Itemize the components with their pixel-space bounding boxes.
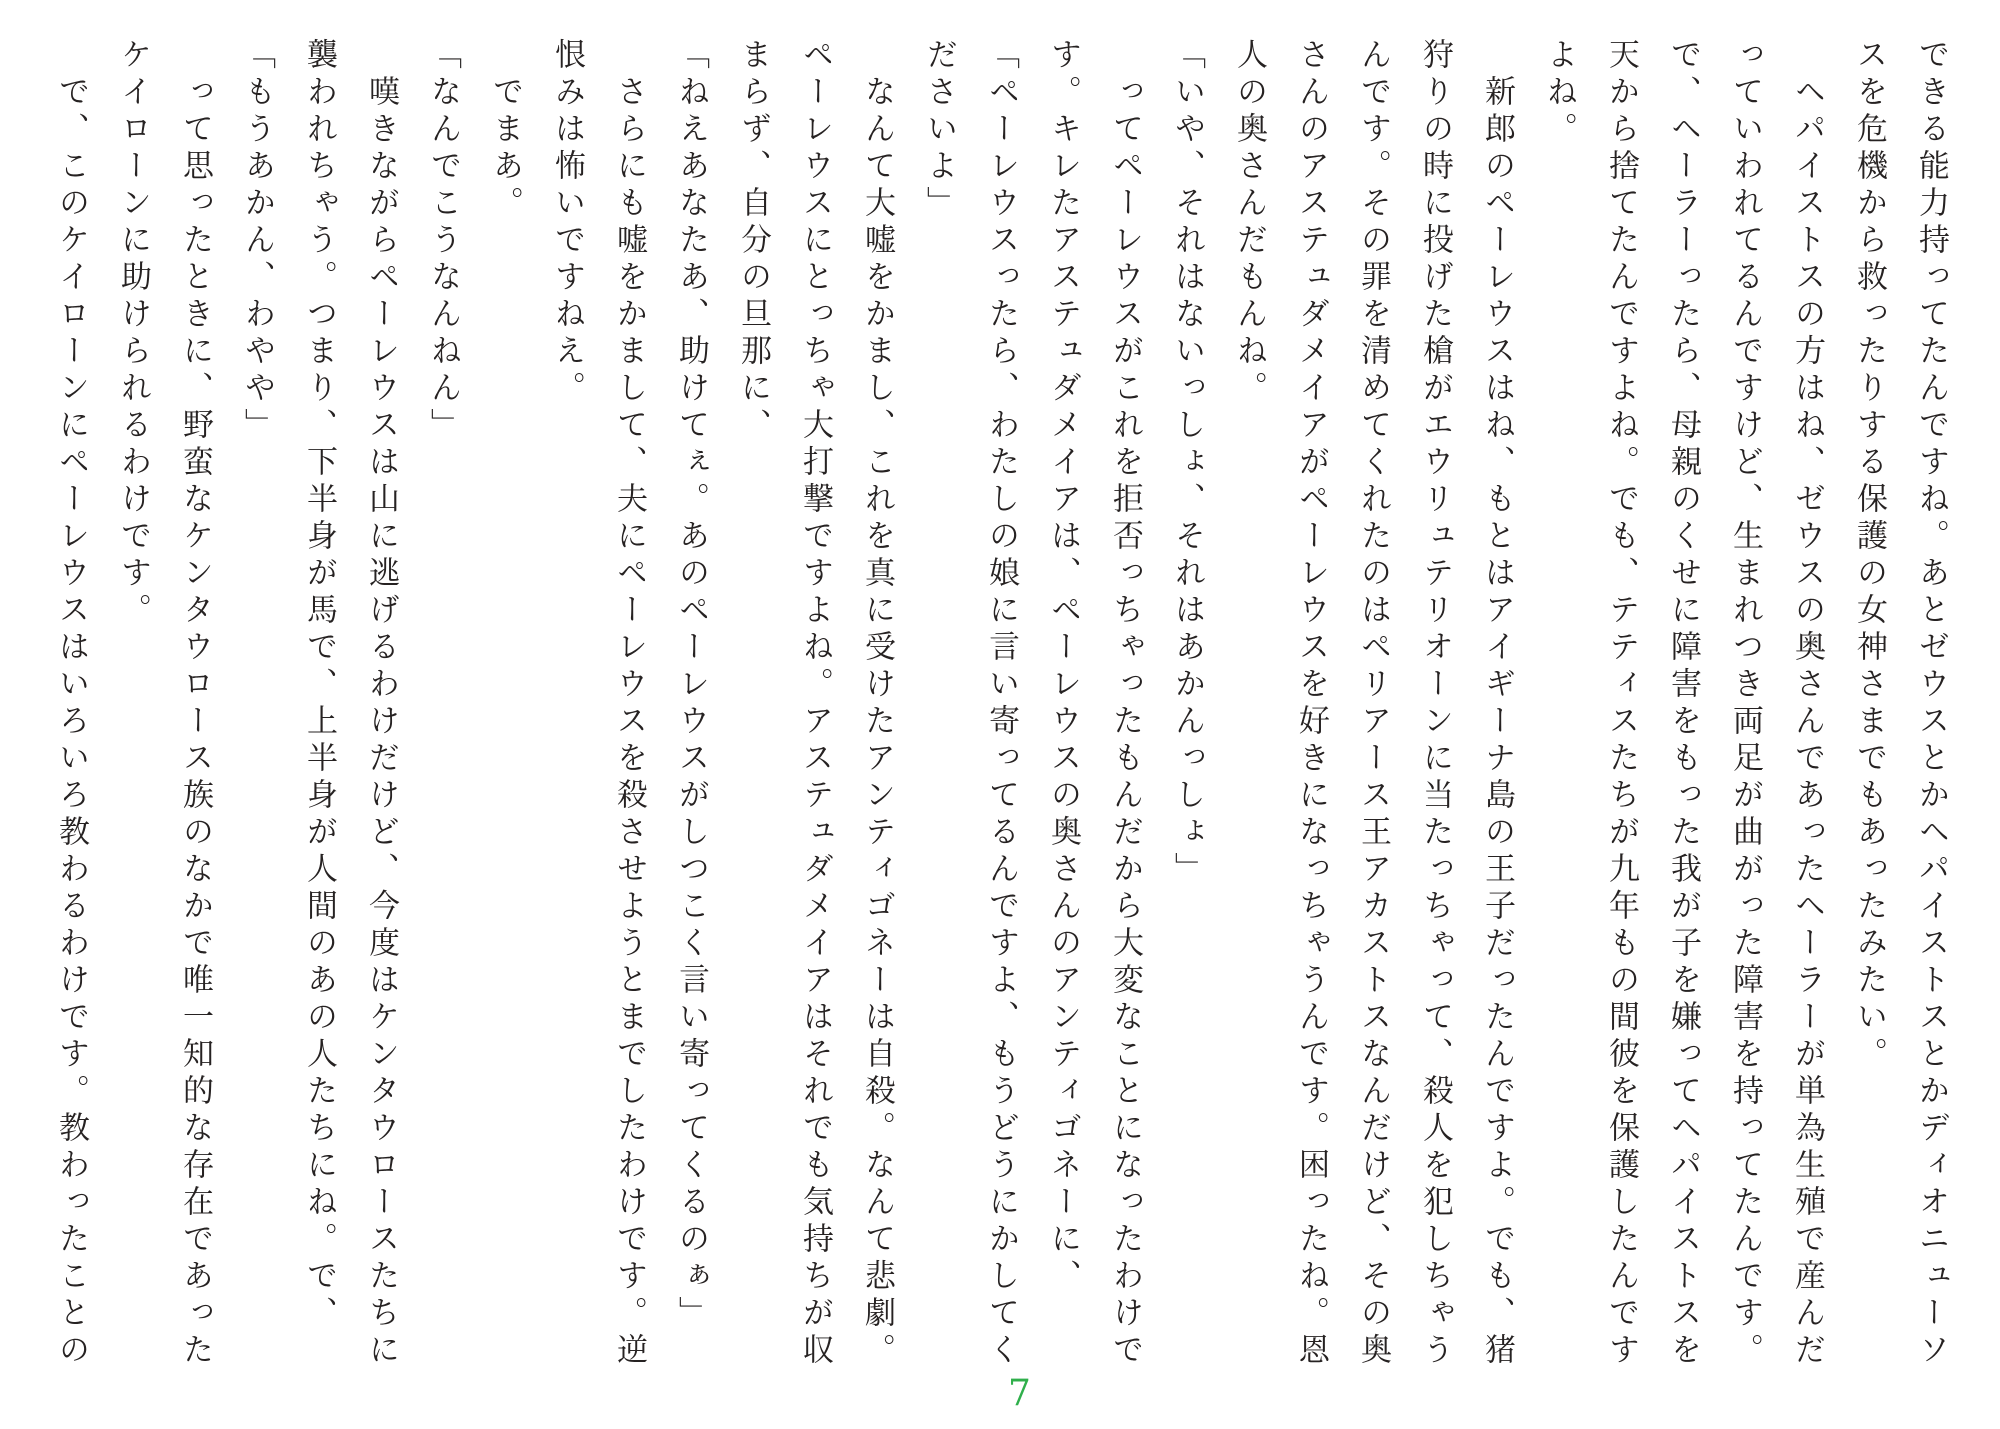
text-line: って思ったときに、野蛮なケンタウロース族のなかで唯一知的な存在であった — [177, 38, 213, 1370]
text-line: 天から捨てたんですよね。でも、テティスたちが九年もの間彼を保護したんです — [1603, 38, 1639, 1370]
text-line: ってペーレウスがこれを拒否っちゃったもんだから大変なことになったわけで — [1107, 38, 1143, 1370]
text-line: さらにも嘘をかまして、夫にペーレウスを殺させようとまでしたわけです。逆 — [611, 38, 647, 1370]
text-line: 恨みは怖いですねえ。 — [549, 38, 585, 408]
text-line: まらず、自分の旦那に、 — [735, 38, 771, 445]
text-line: 狩りの時に投げた槍がエウリュテリオーンに当たっちゃって、殺人を犯しちゃう — [1417, 38, 1453, 1370]
text-line: 嘆きながらペーレウスは山に逃げるわけだけど、今度はケンタウロースたちに — [363, 38, 399, 1370]
text-line: 人の奥さんだもんね。 — [1231, 38, 1267, 408]
text-line: 新郎のペーレウスはね、もとはアイギーナ島の王子だったんですよ。でも、猪 — [1479, 38, 1515, 1370]
text-line: す。キレたアステュダメイアは、ペーレウスの奥さんのアンティゴネーに、 — [1045, 38, 1081, 1296]
text-line: スを危機から救ったりする保護の女神さまでもあったみたい。 — [1851, 38, 1887, 1074]
text-line: なんて大嘘をかまし、これを真に受けたアンティゴネーは自殺。なんて悲劇。 — [859, 38, 895, 1370]
text-line: 「ねえあなたあ、助けてぇ。あのペーレウスがしつこく言い寄ってくるのぁ」 — [673, 38, 709, 1333]
text-line: でまあ。 — [487, 38, 523, 223]
text-line: ケイローンに助けられるわけです。 — [115, 38, 151, 630]
text-line: ペーレウスにとっちゃ大打撃ですよね。アステュダメイアはそれでも気持ちが収 — [797, 38, 833, 1370]
text-line: ださいよ」 — [921, 38, 957, 223]
text-line: 襲われちゃう。つまり、下半身が馬で、上半身が人間のあの人たちにね。で、 — [301, 38, 337, 1333]
text-line: っていわれてるんですけど、生まれつき両足が曲がった障害を持ってたんです。 — [1727, 38, 1763, 1370]
text-line: 「もうあかん、わやや」 — [239, 38, 275, 445]
text-line: 「ペーレウスったら、わたしの娘に言い寄ってるんですよ、もうどうにかしてく — [983, 38, 1019, 1370]
text-line: できる能力持ってたんですね。あとゼウスとかヘパイストスとかディオニューソ — [1913, 38, 1949, 1370]
text-line: ヘパイストスの方はね、ゼウスの奥さんであったヘーラーが単為生殖で産んだ — [1789, 38, 1825, 1370]
page-number: 7 — [1008, 1373, 1031, 1414]
text-line: さんのアステュダメイアがペーレウスを好きになっちゃうんです。困ったね。恩 — [1293, 38, 1329, 1370]
text-line: で、ヘーラーったら、母親のくせに障害をもった我が子を嫌ってヘパイストスを — [1665, 38, 1701, 1370]
text-line: 「いや、それはないっしょ、それはあかんっしょ」 — [1169, 38, 1205, 889]
text-line: よね。 — [1541, 38, 1577, 149]
vertical-text-block — [40, 38, 1962, 1376]
text-line: んです。その罪を清めてくれたのはペリアース王アカストスなんだけど、その奥 — [1355, 38, 1391, 1370]
text-line: 「なんでこうなんねん」 — [425, 38, 461, 445]
text-line: で、このケイローンにペーレウスはいろいろ教わるわけです。教わったことの — [53, 38, 89, 1370]
